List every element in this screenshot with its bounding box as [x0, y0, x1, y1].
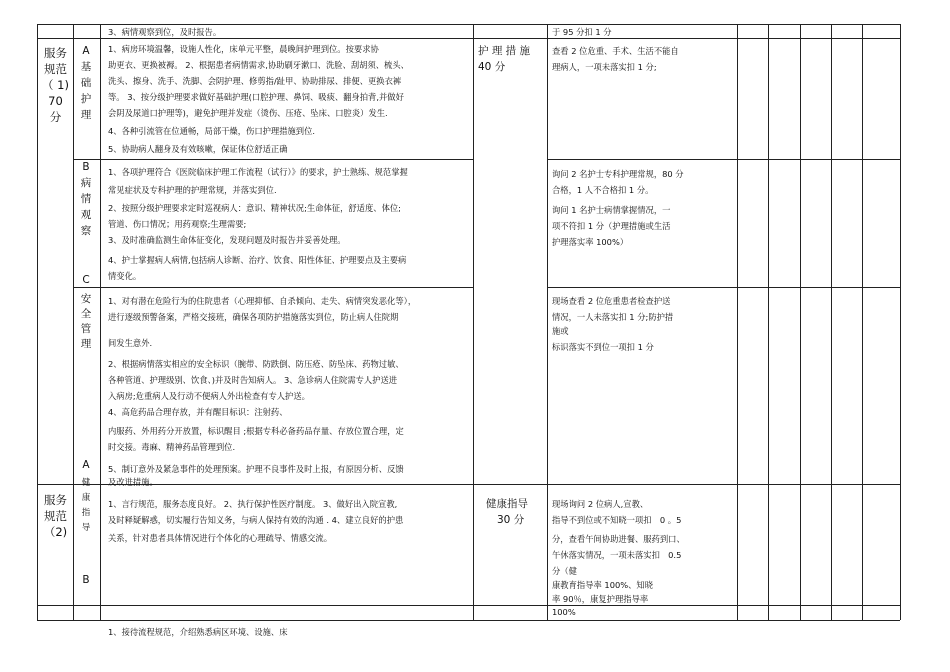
grid-line [37, 620, 900, 621]
content-line: 助更衣、更换被褥。 2、根据患者病情需求,协助刷牙漱口、洗脸、刮胡须、梳头、 [108, 60, 409, 70]
content-line: 4、护士掌握病人病情,包括病人诊断、治疗、饮食、阳性体征、护理要点及主要病 [108, 255, 407, 265]
grid-line [100, 24, 101, 620]
grid-line [73, 159, 473, 160]
category-line: （ 1) [42, 78, 69, 92]
sub-name-char: 基 [80, 61, 92, 73]
content-line: 关系，针对患者具体情况进行个体化的心理疏导、情感交流。 [108, 533, 333, 543]
category-line: 服务 [44, 493, 67, 507]
grid-line [547, 159, 900, 160]
sub-name-char: 察 [80, 225, 92, 237]
sub-name-char: 管 [80, 323, 92, 335]
content-line: 1、言行规范，服务态度良好。 2、执行保护性医疗制度。 3、做好出入院宣教, [108, 499, 398, 509]
content-line: 会阴及尿道口护理等)，避免护理并发症（烫伤、压疮、坠床、口腔炎）发生. [108, 108, 388, 118]
last-row-score: 100% [552, 607, 576, 617]
sub-name-char: 导 [81, 523, 91, 533]
score-line: 现场查看 2 位危重患者检查护送 [552, 296, 671, 306]
grid-line [73, 287, 473, 288]
content-line: 5、协助病人翻身及有效咳嗽，保证体位舒适正确 [108, 144, 288, 154]
content-line: 等。 3、按分级护理要求做好基础护理(口腔护理、鼻饲、吸痰、翻身拍背,并做好 [108, 92, 404, 102]
content-line: 洗头、擦身、洗手、洗脚、会阴护理、修剪指/趾甲、协助排尿、排便、更换衣裤 [108, 76, 402, 86]
content-line: 入病房;危重病人及行动不便病人外出检查有专人护送。 [108, 391, 310, 401]
content-line: 1、病房环境温馨，设施人性化，床单元平整，晨晚间护理到位。按要求协 [108, 44, 379, 54]
item-name: 健康指导 [486, 498, 528, 510]
score-line: 指导不到位或不知晓一项扣 0 。5 [552, 515, 682, 525]
category-line: 规范 [44, 62, 67, 76]
category-line: 服务 [44, 46, 67, 60]
grid-line [900, 24, 901, 620]
sub-name-char: 护 [80, 93, 92, 105]
grid-line [37, 605, 900, 606]
content-line: 内服药、外用药分开放置，标识醒目 ;根据专科必备药品存量、存放位置合理，定 [108, 426, 404, 436]
score-line: 项不符扣 1 分（护理措施或生活 [552, 221, 671, 231]
content-line: 及改进措施。 [108, 477, 158, 487]
footer-continuation: 1、接待流程规范，介绍熟悉病区环境、设施、床 [108, 627, 288, 637]
sub-name-char: 康 [81, 493, 91, 503]
content-line: 间发生意外. [108, 338, 153, 348]
score-line: 现场询问 2 位病人,宣教、 [552, 499, 649, 509]
content-line: 4、高危药品合理存放，并有醒目标识：注射药、 [108, 407, 288, 417]
score-line: 情况，一人未落实扣 1 分;防护措 [552, 312, 674, 322]
sub-name-char: 安 [80, 293, 92, 305]
sub-letter: B [82, 574, 90, 586]
content-line: 4、各种引流管在位通畅，局部干燥，伤口护理措施到位. [108, 126, 316, 136]
item-name: 护 理 措 施 [478, 45, 531, 57]
category-line: 规范 [44, 509, 67, 523]
content-line: 管道、伤口情况；用药观察;生理需要; [108, 219, 247, 229]
score-line: 康教育指导率 100%、知晓 [552, 580, 654, 590]
grid-line [547, 24, 548, 620]
grid-line [473, 24, 474, 620]
score-line: 合格，1 人不合格扣 1 分。 [552, 185, 654, 195]
content-line: 情变化。 [108, 271, 142, 281]
sub-letter: A [82, 459, 90, 471]
grid-line [862, 24, 863, 620]
sub-name-char: 情 [80, 193, 92, 205]
category-line: 70 [48, 94, 63, 108]
content-line: 1、对有潜在危险行为的住院患者（心理抑郁、自杀倾向、走失、病情突发恶化等）， [108, 296, 417, 306]
content-line: 3、及时准确监测生命体征变化，发现问题及时报告并妥善处理。 [108, 235, 346, 245]
content-line: 及时释疑解惑，切实履行告知义务，与病人保持有效的沟通 . 4、建立良好的护患 [108, 515, 404, 525]
grid-line [831, 24, 832, 620]
sub-name-char: 观 [80, 209, 92, 221]
sub-letter: C [82, 274, 90, 286]
score-line: 分，查看午间协助进餐、服药到口、 [552, 534, 685, 544]
score-line: 护理落实率 100%） [552, 237, 629, 247]
score-line: 标识落实不到位一项扣 1 分 [552, 342, 654, 352]
grid-line [800, 24, 801, 620]
sub-name-char: 础 [80, 77, 92, 89]
grid-line [737, 24, 738, 620]
score-line: 查看 2 位危重、手术、生活不能自 [552, 46, 679, 56]
grid-line [768, 24, 769, 620]
sub-name-char: 病 [80, 177, 92, 189]
grid-line [37, 484, 900, 485]
score-line: 分（健 [552, 566, 577, 576]
sub-name-char: 健 [81, 478, 91, 488]
content-line: 常见症状及专科护理的护理常规，并落实到位. [108, 185, 277, 195]
content-line: 2、按照分级护理要求定时巡视病人：意识、精神状况;生命体征，舒适度、体位; [108, 203, 401, 213]
content-line: 1、各项护理符合《医院临床护理工作流程（试行）》的要求，护士熟练、规范掌握 [108, 167, 408, 177]
sub-name-char: 全 [80, 308, 92, 320]
sub-name-char: 指 [81, 508, 91, 518]
score-line: 午休落实情况，一项未落实扣 0.5 [552, 550, 682, 560]
content-line: 进行逐级预警备案，严格交接班，确保各项防护措施落实到位，防止病人住院期 [108, 312, 399, 322]
top-row-score: 于 95 分扣 1 分 [552, 27, 612, 37]
content-line: 时交接。毒麻、精神药品管理到位. [108, 442, 236, 452]
score-line: 询问 1 名护士病情掌握情况，一 [552, 205, 671, 215]
sub-letter: B [82, 161, 90, 173]
category-line: 分 [49, 110, 62, 124]
content-line: 5、制订意外及紧急事件的处理预案。护理不良事件及时上报，有原因分析、反馈 [108, 464, 404, 474]
grid-line [73, 24, 74, 620]
sub-name-char: 理 [80, 109, 92, 121]
item-points: 30 分 [497, 514, 525, 526]
score-line: 理病人，一项未落实扣 1 分; [552, 62, 657, 72]
content-line: 2、根据病情落实相应的安全标识（腕带、防跌倒、防压疮、防坠床、药物过敏、 [108, 359, 404, 369]
item-points: 40 分 [478, 61, 506, 73]
sub-letter: A [82, 45, 90, 57]
score-line: 率 90％，康复护理指导率 [552, 594, 649, 604]
content-line: 各种管道、护理级别、饮食、)并及时告知病人。 3、急诊病人住院需专人护送进 [108, 375, 398, 385]
top-row-content: 3、病情观察到位，及时报告。 [108, 27, 222, 37]
score-line: 询问 2 名护士专科护理常规，80 分 [552, 169, 684, 179]
grid-line [547, 287, 900, 288]
sub-name-char: 理 [80, 338, 92, 350]
category-line: （2) [43, 525, 68, 539]
score-line: 施或 [552, 326, 569, 336]
